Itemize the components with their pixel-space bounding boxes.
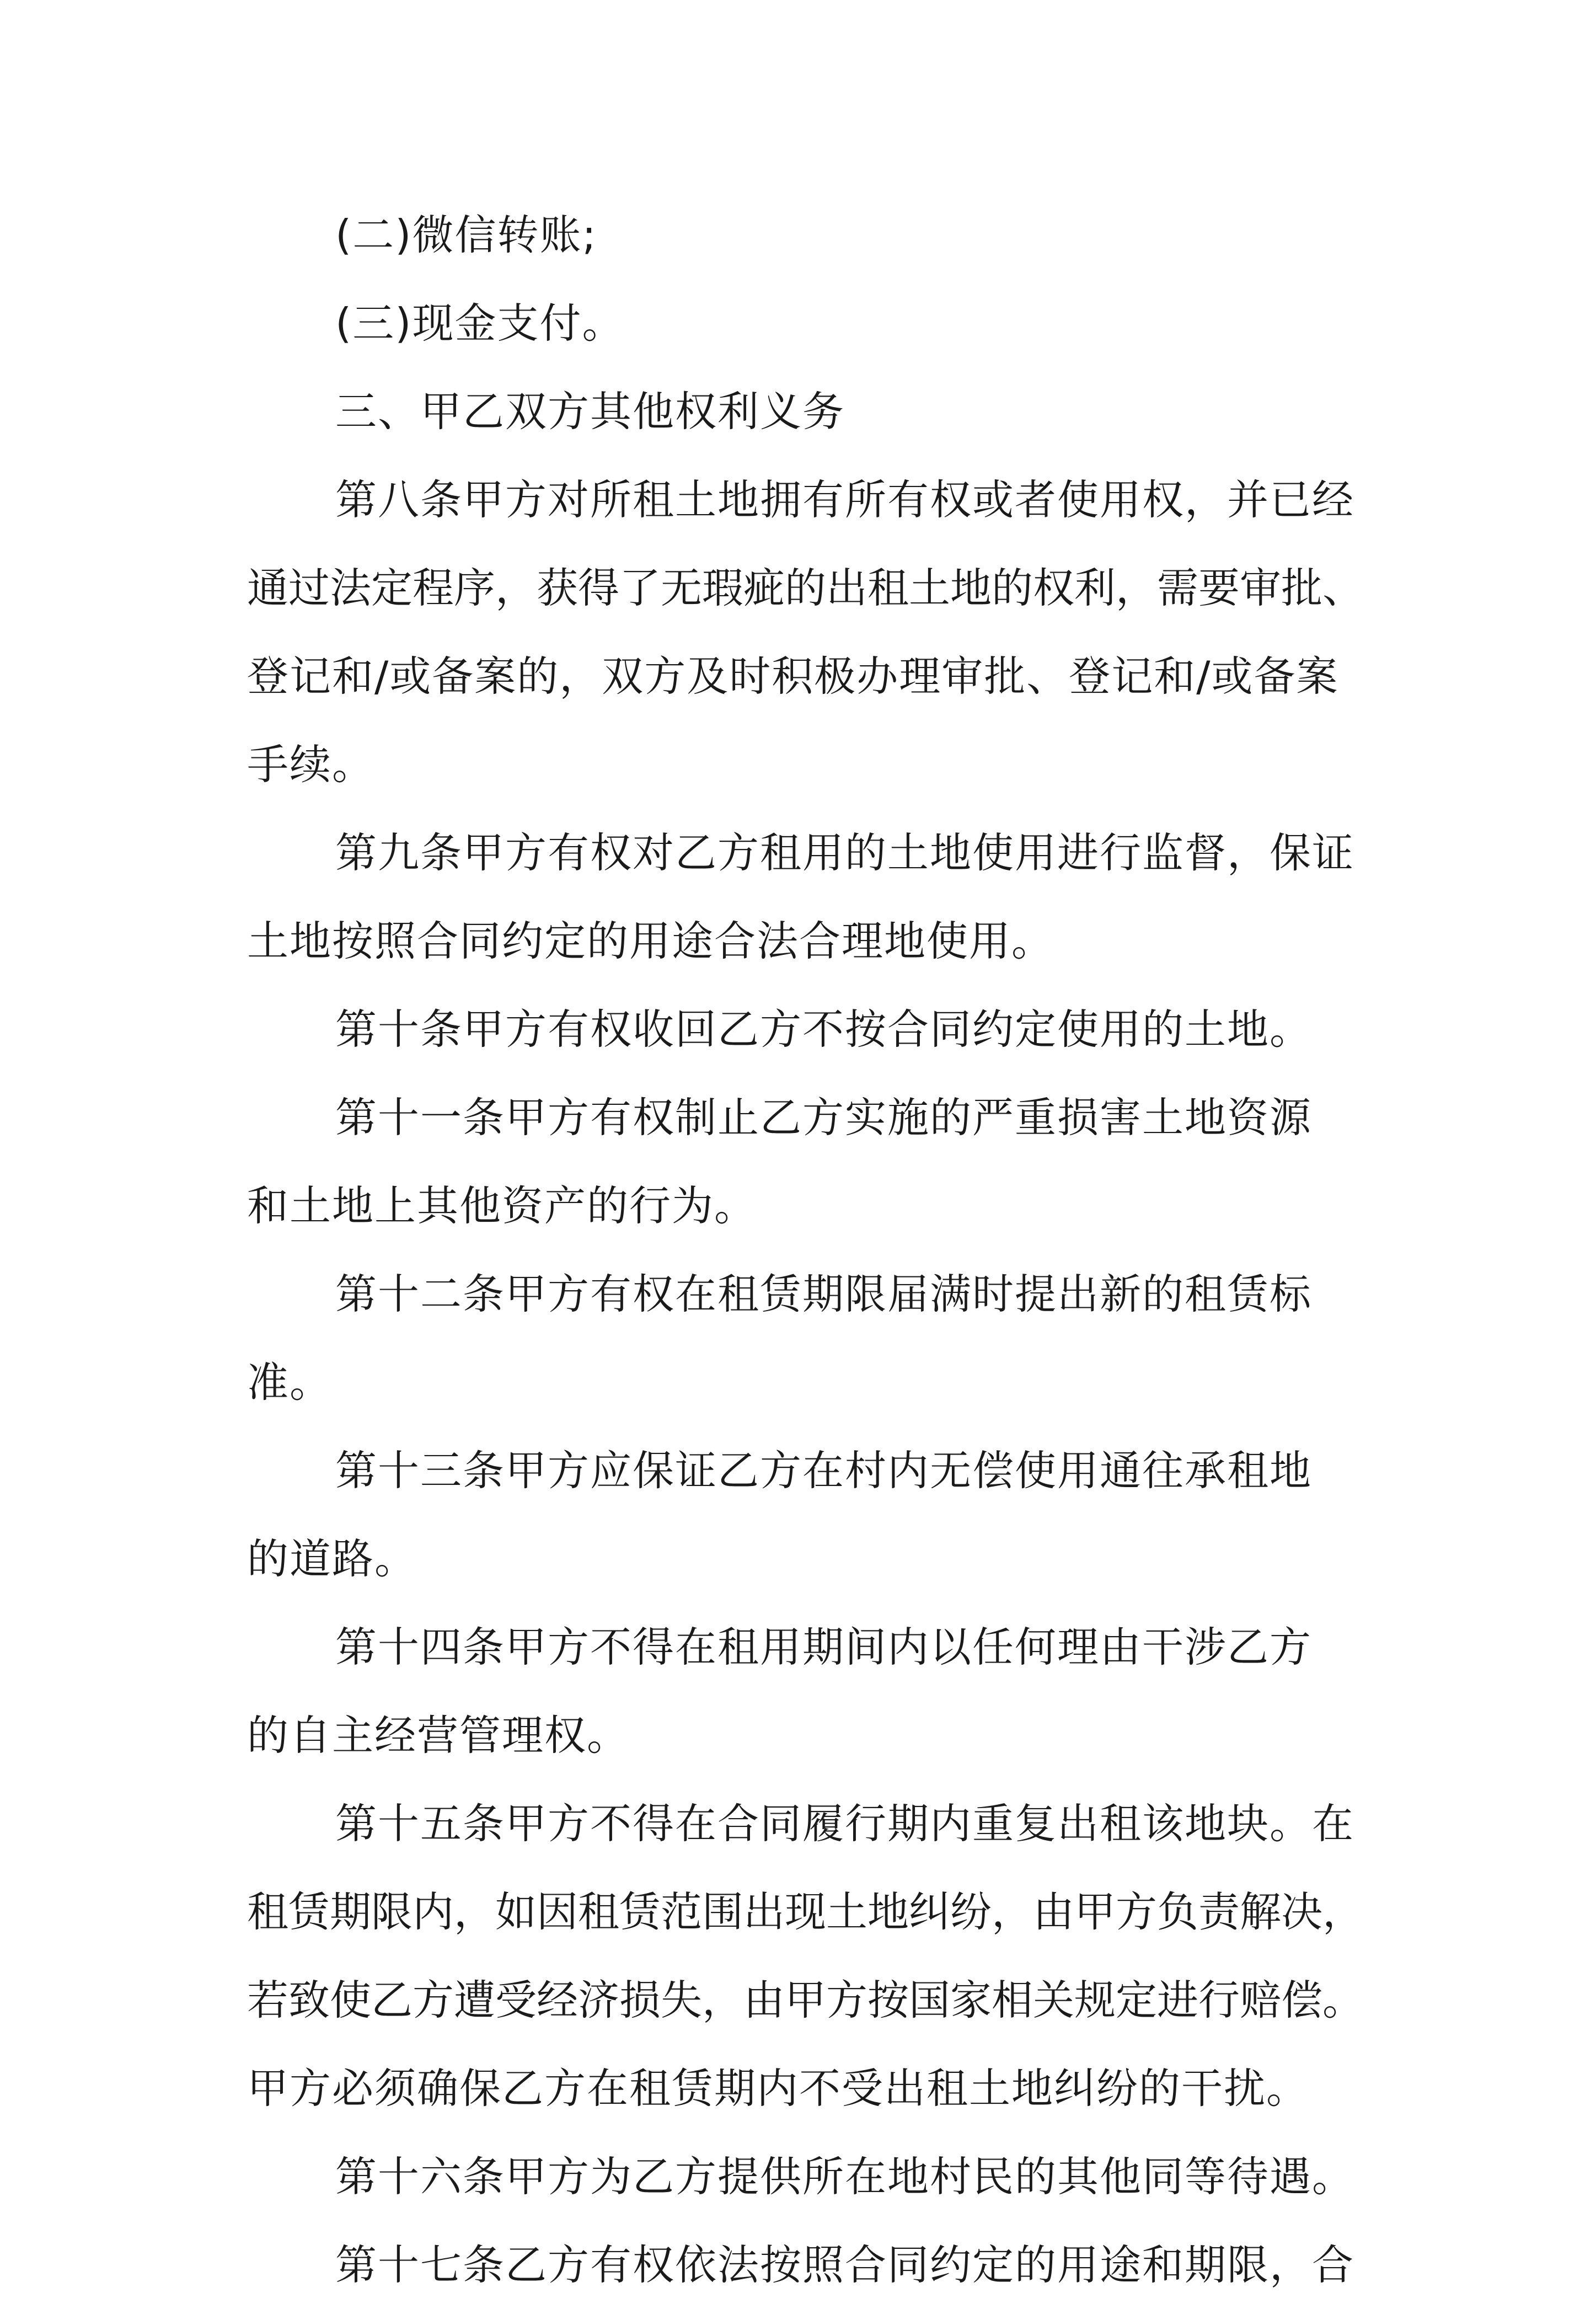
paragraph-line: 和土地上其他资产的行为。 [247, 1182, 757, 1230]
paragraph-first-line: 第十四条甲方不得在租用期间内以任何理由干涉乙方 [335, 1623, 1313, 1671]
paragraph-line: 的自主经营管理权。 [247, 1711, 630, 1760]
paragraph-line: 登记和/或备案的，双方及时积极办理审批、登记和/或备案 [247, 652, 1339, 701]
paragraph-line: 准。 [247, 1358, 333, 1407]
paragraph-first-line: 第十一条甲方有权制止乙方实施的严重损害土地资源 [335, 1093, 1313, 1142]
paragraph-first-line: 第十条甲方有权收回乙方不按合同约定使用的土地。 [335, 1005, 1313, 1054]
paragraph-line: 若致使乙方遭受经济损失，由甲方按国家相关规定进行赔偿。 [247, 1976, 1364, 2024]
paragraph-line: 甲方必须确保乙方在租赁期内不受出租土地纠纷的干扰。 [247, 2064, 1309, 2113]
paragraph-line: 土地按照合同约定的用途合法合理地使用。 [247, 917, 1054, 965]
paragraph-line: 通过法定程序，获得了无瑕疵的出租土地的权利，需要审批、 [247, 564, 1364, 612]
paragraph-first-line: 第十二条甲方有权在租赁期限届满时提出新的租赁标 [335, 1270, 1313, 1318]
paragraph-first-line: 三、甲乙双方其他权利义务 [335, 387, 845, 436]
paragraph-line: 租赁期限内，如因租赁范围出现土地纠纷，由甲方负责解决， [247, 1888, 1364, 1936]
paragraph-line: 手续。 [247, 740, 375, 789]
paragraph-first-line: 第十六条甲方为乙方提供所在地村民的其他同等待遇。 [335, 2152, 1355, 2201]
paragraph-first-line: 第八条甲方对所租土地拥有所有权或者使用权，并已经 [335, 475, 1355, 524]
paragraph-line: 的道路。 [247, 1535, 417, 1583]
document-body [247, 191, 1372, 2309]
paragraph-first-line: 第十三条甲方应保证乙方在村内无偿使用通往承租地 [335, 1446, 1313, 1495]
paragraph-first-line: 第九条甲方有权对乙方租用的土地使用进行监督，保证 [335, 829, 1355, 877]
paragraph-first-line: (二)微信转账; [335, 211, 597, 259]
paragraph-first-line: (三)现金支付。 [335, 299, 625, 348]
paragraph-first-line: 第十五条甲方不得在合同履行期内重复出租该地块。在 [335, 1799, 1355, 1848]
paragraph-first-line: 第十七条乙方有权依法按照合同约定的用途和期限，合 [335, 2241, 1355, 2289]
